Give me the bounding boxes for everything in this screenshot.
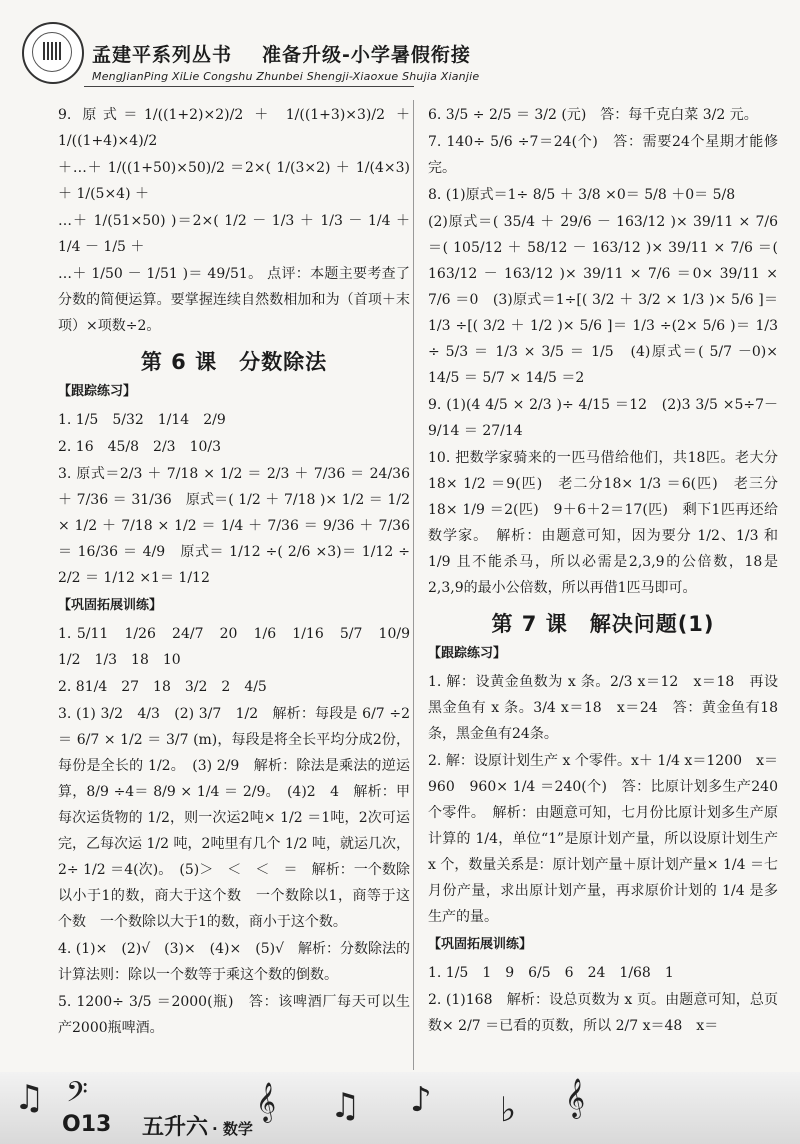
grade-label: 五升六 — [142, 1115, 209, 1140]
footer-grade — [142, 1110, 253, 1141]
lesson-title: 第 7 课 解决问题(1) — [491, 612, 715, 636]
answer-item: 2. 81/4 27 18 3/2 2 4/5 — [58, 679, 267, 695]
series-name: 孟建平系列丛书 — [92, 44, 233, 66]
answer-item: 1. 1/5 1 9 6/5 6 24 1/68 1 — [428, 965, 674, 981]
column-divider — [413, 100, 414, 1070]
bass-clef-icon: 𝄢 — [66, 1076, 88, 1116]
subject-label: · 数学 — [212, 1120, 253, 1138]
left-column — [58, 102, 424, 1042]
right-column — [428, 102, 778, 1040]
lesson-title: 第 6 课 分数除法 — [140, 350, 328, 374]
answer-item: 3. 原式＝2/3 ＋ 7/18 × 1/2 ＝ 2/3 ＋ 7/36 ＝ 24/36 ＋ 7/36 ＝ 31/36 原式＝( 1/2 ＋ 7/18 )× 1/2 ＝ 1/2 × 1/2 ＋ 7/18 × 1/2 ＝ 1/4 ＋ 7/36 ＝ 9/36 ＋ 7/36 ＝ 16/36 ＝ 4/9 原式＝ 1/12 ÷( 2/6 ×3)＝ 1/12 ÷ 2/2 ＝ 1/12 ×1＝ 1/12 — [58, 466, 410, 586]
answer-item: …＋ 1/50 － 1/51 )＝ 49/51。 点评：本题主要考查了分数的简便运算。要掌握连续自然数相加和为（首项＋末项）×项数÷2。 — [58, 266, 410, 334]
section-heading: 【跟踪练习】 — [428, 646, 507, 661]
answer-item: (2)原式＝( 35/4 ＋ 29/6 － 163/12 )× 39/11 × 7/6 ＝( 105/12 ＋ 58/12 － 163/12 )× 39/11 × 7/6 ＝( 163/12 － 163/12 )× 39/11 × 7/6 ＝0× 39/11 × 7/6 ＝0 (3)原式＝1÷[( 3/2 ＋ 3/2 × 1/3 )× 5/6 ]＝ 1/3 ÷[( 3/2 ＋ 1/2 )× 5/6 ]＝ 1/3 ÷(2× 5/6 )＝ 1/3 ÷ 5/3 ＝ 1/3 × 3/5 ＝ 1/5 (4)原式＝( 5/7 －0)× 14/5 ＝ 5/7 × 14/5 ＝2 — [428, 214, 778, 386]
treble-clef-icon: 𝄞 — [565, 1078, 586, 1118]
answer-item: 3. (1) 3/2 4/3 (2) 3/7 1/2 解析：每段是 6/7 ÷2＝ 6/7 × 1/2 ＝ 3/7 (m)，每段是将全长平均分成2份，每份是全长的 1/2。 (3) 2/9 解析：除法是乘法的逆运算，8/9 ÷4＝ 8/9 × 1/4 ＝ 2/9。 (4)2 4 解析：甲每次运货物的 1/2，则一次运2吨× 1/2 ＝1吨，2次可运完，乙每次运 1/2 吨，2吨里有几个 1/2 吨，就运几次，2÷ 1/2 ＝4(次)。 (5)＞ ＜ ＜ ＝ 解析：一个数除以小于1的数，商大于这个数 一个数除以1，商等于这个数 一个数除以大于1的数，商小于这个数。 — [58, 706, 410, 930]
page-number: O13 — [62, 1112, 112, 1137]
answer-item: 1. 5/11 1/26 24/7 20 1/6 1/16 5/7 10/9 1/2 1/3 18 10 — [58, 626, 424, 668]
answer-item: 4. (1)× (2)√ (3)× (4)× (5)√ 解析：分数除法的计算法则：除以一个数等于乘这个数的倒数。 — [58, 941, 410, 983]
answer-item: 7. 140÷ 5/6 ÷7＝24(个) 答：需要24个星期才能修完。 — [428, 134, 778, 176]
answer-item: 2. 16 45/8 2/3 10/3 — [58, 439, 222, 455]
answer-item: ＋…＋ 1/((1+50)×50)/2 ＝2×( 1/(3×2) ＋ 1/(4×3) ＋ 1/(5×4) ＋ — [58, 160, 410, 202]
header-pinyin: MengJianPing XiLie Congshu Zhunbei Shengji-Xiaoxue Shujia Xianjie — [92, 70, 480, 83]
answer-item: 10. 把数学家骑来的一匹马借给他们，共18匹。老大分18× 1/2 ＝9(匹) 老二分18× 1/3 ＝6(匹) 老三分18× 1/9 ＝2(匹) 9＋6＋2＝17(匹) 剩下1匹再还给数学家。 解析：由题意可知，因为要分 1/2、1/3 和 1/9 且不能杀马，所以必需是2,3,9的公倍数，18是2,3,9的最小公倍数，所以再借1匹马即可。 — [428, 450, 778, 596]
answer-item: 2. (1)168 解析：设总页数为 x 页。由题意可知，总页数× 2/7 ＝已看的页数，所以 2/7 x＝48 x＝ — [428, 992, 778, 1034]
section-heading: 【巩固拓展训练】 — [428, 937, 533, 952]
page-footer — [0, 1072, 800, 1144]
section-heading: 【巩固拓展训练】 — [58, 598, 163, 613]
answer-item: 1. 1/5 5/32 1/14 2/9 — [58, 412, 226, 428]
logo-icon — [22, 22, 84, 84]
section-heading: 【跟踪练习】 — [58, 384, 137, 399]
treble-clef-icon: 𝄞 — [256, 1082, 277, 1122]
answer-item: 5. 1200÷ 3/5 ＝2000(瓶) 答：该啤酒厂每天可以生产2000瓶啤酒。 — [58, 994, 410, 1036]
music-note-icon: ♫ — [330, 1086, 361, 1126]
page-header — [0, 0, 800, 100]
answer-item: 1. 解：设黄金鱼数为 x 条。2/3 x＝12 x＝18 再设黑金鱼有 x 条。3/4 x＝18 x＝24 答：黄金鱼有18条，黑金鱼有24条。 — [428, 674, 778, 742]
answer-item: 9. (1)(4 4/5 × 2/3 )÷ 4/15 ＝12 (2)3 3/5 ×5÷7－ 9/14 ＝ 27/14 — [428, 397, 778, 439]
answer-item: 8. (1)原式＝1÷ 8/5 ＋ 3/8 ×0＝ 5/8 ＋0＝ 5/8 — [428, 187, 736, 203]
flat-icon: ♭ — [500, 1090, 517, 1130]
answer-item: 2. 解：设原计划生产 x 个零件。x＋ 1/4 x＝1200 x＝960 960× 1/4 ＝240(个) 答：比原计划多生产240个零件。 解析：由题意可知，七月份比原计划多生产原计算的 1/4，单位“1”是原计划产量，所以设原计划生产 x 个，数量关系是：原计划产量＋原计划产量× 1/4 ＝七月份产量，求出原计划产量，再求原价计划的 1/4 是多生产的量。 — [428, 753, 778, 925]
header-rule — [84, 86, 414, 87]
answer-item: …＋ 1/(51×50) )＝2×( 1/2 － 1/3 ＋ 1/3 － 1/4 ＋ 1/4 － 1/5 ＋ — [58, 213, 410, 255]
header-title — [92, 40, 471, 67]
answer-item: 9. 原式＝1/((1+2)×2)/2 ＋ 1/((1+3)×3)/2 ＋ 1/((1+4)×4)/2 — [58, 107, 410, 149]
answer-item: 6. 3/5 ÷ 2/5 ＝ 3/2 (元) 答：每千克白菜 3/2 元。 — [428, 107, 758, 123]
music-note-icon: ♫ — [14, 1078, 45, 1118]
series-subtitle: 准备升级-小学暑假衔接 — [262, 44, 471, 66]
music-note-icon: ♪ — [410, 1080, 432, 1120]
